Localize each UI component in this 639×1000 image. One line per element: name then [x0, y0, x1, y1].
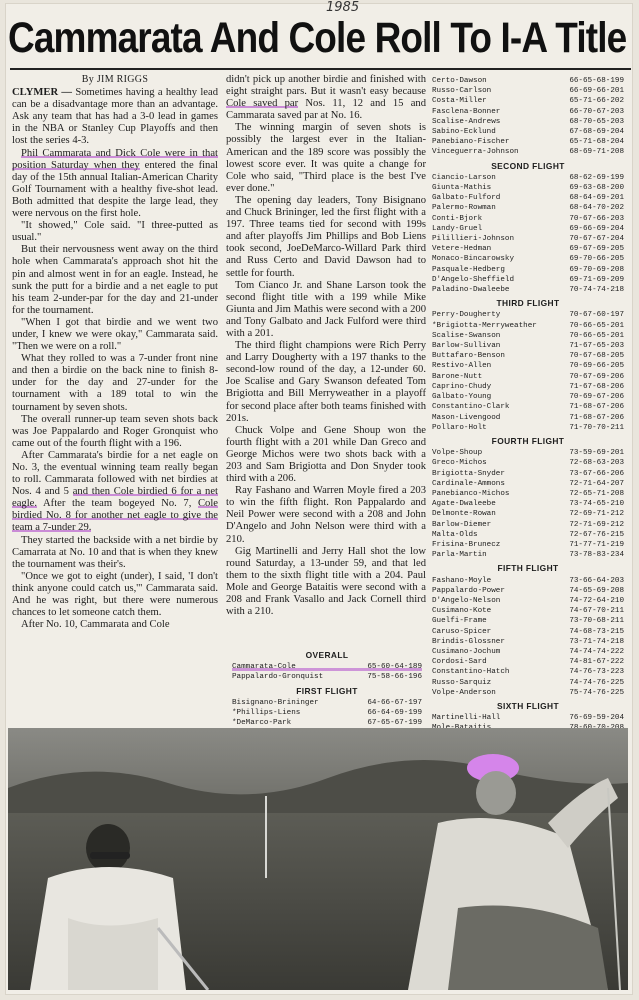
flight-heading: THIRD FLIGHT: [496, 298, 560, 309]
team-score: 70-67-66-203: [569, 214, 624, 223]
paragraph-text: After Cammarata's birdie for a net eagle on No. 3, the eventual winning team really began to roll. Cammarata followed with net birdies at Nos. 4 and 5: [12, 449, 218, 498]
team-score: 72-69-71-212: [569, 510, 624, 519]
team-score: 70-69-66-205: [569, 362, 624, 371]
team-score: 72-71-64-207: [569, 479, 624, 488]
result-row: [432, 361, 624, 371]
result-row: [432, 214, 624, 224]
team-name: Buttafaro-Benson: [432, 352, 505, 361]
team-score: 71-67-68-206: [569, 382, 624, 391]
team-score: 68-69-71-208: [569, 148, 624, 157]
team-score: 72-65-71-208: [569, 489, 624, 498]
team-score: 69-71-69-209: [569, 275, 624, 284]
result-row: [432, 351, 624, 361]
team-score: 65-60-64-189: [367, 663, 422, 672]
team-score: 66-64-69-199: [367, 709, 422, 718]
result-row: [432, 275, 624, 285]
team-name: Cusimano-Kote: [432, 607, 492, 616]
team-score: 73-74-65-210: [569, 500, 624, 509]
team-name: Caprino-Chudy: [432, 382, 492, 391]
team-score: 70-69-67-206: [569, 393, 624, 402]
team-score: 71-68-67-206: [569, 403, 624, 412]
team-name: Galbato-Young: [432, 393, 492, 402]
team-name: Conti-Bjork: [432, 214, 483, 223]
team-name: Certo-Dawson: [432, 77, 487, 85]
team-name: Pappalardo-Power: [432, 586, 505, 595]
team-name: Bisignano-Brininger: [232, 698, 319, 707]
paragraph: The third flight champions were Rich Perry and Larry Dougherty with a 197 thanks to the second-low round of the day, a 12-under 60. Joe Scalise and Gary Swanson defeated Tom Brigiotta and Bill Merryweather in a playoff for second place after both teams finished with 201s.: [226, 340, 426, 424]
result-row: [432, 499, 624, 509]
team-name: Galbato-Fulford: [432, 194, 501, 203]
team-name: Greco-Michos: [432, 459, 487, 468]
team-score: 68-70-65-203: [569, 117, 624, 126]
result-row: [432, 423, 624, 433]
article-column-1: [12, 74, 218, 631]
paragraph-text: entered the final day of the 15th annual Italian-American Charity Golf Tournament with a healthy five-shot lead. Both admitted that despite the large lead, they were nervous on the first hole.: [12, 159, 218, 220]
team-score: 73-67-66-206: [569, 469, 624, 478]
team-name: Paladino-Dwaleebe: [432, 286, 510, 295]
highlighted-text: Cole saved par: [226, 98, 299, 110]
paragraph: The overall runner-up team seven shots back was Joe Pappalardo and Roger Gronquist who came out of the fourth flight with a 196.: [12, 413, 218, 449]
team-score: 75-58-66-196: [367, 673, 422, 682]
team-score: 74-74-76-225: [569, 678, 624, 687]
result-row: [432, 479, 624, 489]
team-score: 70-66-65-201: [569, 331, 624, 340]
result-row: [432, 647, 624, 657]
result-row: [432, 540, 624, 550]
team-name: *Phillips-Liens: [232, 709, 301, 718]
team-name: Fasclena-Bonner: [432, 107, 501, 116]
team-score: 74-76-73-223: [569, 668, 624, 677]
team-name: Barlow-Sullivan: [432, 342, 501, 351]
golf-photo: [8, 728, 628, 990]
result-row: [432, 489, 624, 499]
result-row: [432, 596, 624, 606]
team-score: 73-70-68-211: [569, 617, 624, 626]
flight-heading: FIFTH FLIGHT: [497, 563, 559, 574]
team-name: Vetere-Hedman: [432, 245, 492, 254]
team-name: Scalise-Andrews: [432, 117, 501, 126]
team-score: 69-67-69-205: [569, 245, 624, 254]
result-row: [232, 708, 422, 718]
result-row: [432, 107, 624, 117]
article-column-2: [226, 74, 426, 618]
paragraph-text: Nos. 11, 12 and 15 and Cammarata saved par at No. 16.: [226, 98, 426, 122]
team-score: 75-74-76-225: [569, 688, 624, 697]
result-row: [432, 688, 624, 698]
result-row: [432, 331, 624, 341]
result-row: [432, 509, 624, 519]
paragraph: [12, 450, 218, 535]
team-score: 76-69-59-204: [569, 714, 624, 723]
team-name: Frisina-Brunecz: [432, 540, 501, 549]
team-name: Ciancio-Larson: [432, 173, 496, 182]
paragraph: Chuck Volpe and Gene Shoup won the fourth flight with a 201 while Dan Greco and George Michos were two shots back with a 203 and Sam Brigiotta and Don Snyder took third with a 206.: [226, 424, 426, 485]
result-row: [432, 310, 624, 320]
team-score: 66-70-67-203: [569, 107, 624, 116]
result-row: [432, 448, 624, 458]
team-name: Cordosi-Sard: [432, 658, 487, 667]
team-score: 74-68-73-215: [569, 627, 624, 636]
paragraph: "Once we got to eight (under), I said, 'I don't think anyone could catch us,'" Cammarata said. And he was right, but there were numerous chances to let someone catch them.: [12, 570, 218, 619]
result-row: [232, 718, 422, 728]
team-name: Russo-Carlson: [432, 87, 492, 96]
team-name: D'Angelo-Sheffield: [432, 275, 515, 284]
headline: Cammarata And Cole Roll To I-A Title: [8, 14, 627, 62]
team-score: 74-74-74-222: [569, 647, 624, 656]
team-name: Pasquale-Hedberg: [432, 265, 505, 274]
headline-rule: [10, 68, 631, 70]
team-name: Constantino-Clark: [432, 403, 510, 412]
team-score: 73-78-83-234: [569, 551, 624, 560]
team-name: Constantino-Hatch: [432, 668, 510, 677]
paragraph: "When I got that birdie and we went two under, I knew we were okay," Cammarata said. "Then we were on a roll.": [12, 316, 218, 353]
result-row: [232, 672, 422, 682]
team-name: Panebiano-Fischer: [432, 138, 510, 147]
result-row: [432, 392, 624, 402]
team-name: Parla-Martin: [432, 551, 487, 560]
result-list: [232, 698, 422, 729]
team-name: Monaco-Bincarowsky: [432, 255, 515, 264]
dateline: CLYMER —: [12, 87, 76, 99]
result-row: [432, 606, 624, 616]
result-row: [432, 586, 624, 596]
result-row: [232, 662, 422, 672]
team-score: 69-63-68-200: [569, 184, 624, 193]
team-name: Delmonte-Rowan: [432, 510, 496, 519]
team-score: 69-70-69-208: [569, 265, 624, 274]
team-name: Brigiotta-Snyder: [432, 469, 505, 478]
team-score: 66-69-66-201: [569, 87, 624, 96]
paragraph: They started the backside with a net birdie by Camarrata at No. 10 and that is when they knew the tournament was their's.: [12, 534, 218, 570]
result-list: [432, 310, 624, 432]
result-row: [432, 627, 624, 637]
result-row: [432, 657, 624, 667]
result-row: [432, 203, 624, 213]
result-row: [432, 530, 624, 540]
team-score: 71-70-70-211: [569, 423, 624, 432]
result-row: [432, 224, 624, 234]
paragraph: The winning margin of seven shots is possibly the largest ever in the Italian-American and the 189 score was possibly the lowest score ever. It was quite a change for Cole who said, "Third place is the best I've ever done.": [226, 122, 426, 194]
team-name: D'Angelo-Nelson: [432, 596, 501, 605]
team-score: 67-65-67-199: [367, 719, 422, 728]
team-name: Volpe-Anderson: [432, 688, 496, 697]
paragraph: What they rolled to was a 7-under front nine and then a birdie on the back nine to finish 8-under for the day and 27-under for the tournament with a 189 total to win the tournament by seven shots.: [12, 353, 218, 413]
team-score: 74-72-64-210: [569, 596, 624, 605]
team-score: 71-67-65-203: [569, 342, 624, 351]
paragraph: Gig Martinelli and Jerry Hall shot the low round Saturday, a 13-under 59, and that led them to the sixth flight title with a 204. Paul Mole and George Bataitis were second with a 208 and Frank Vasallo and Jack Cornell third with a 210.: [226, 545, 426, 618]
flight-heading: OVERALL: [305, 650, 349, 660]
team-name: Agate-Dwaleebe: [432, 500, 496, 509]
result-row: [432, 576, 624, 586]
result-row: [432, 616, 624, 626]
team-name: Scalise-Swanson: [432, 331, 501, 340]
team-name: Landy-Gruel: [432, 224, 483, 233]
team-score: 72-71-69-212: [569, 520, 624, 529]
result-row: [432, 341, 624, 351]
paragraph: Ray Fashano and Warren Moyle fired a 203 to win the fifth flight. Ron Pappalardo and Neil Power were second with a 208 and John D'Angelo and John Nelson were third with a 210.: [226, 485, 426, 545]
team-score: 68-64-70-202: [569, 204, 624, 213]
team-score: 68-64-69-201: [569, 194, 624, 203]
team-name: Pappalardo-Gronquist: [232, 673, 324, 682]
team-name: Barlow-Diemer: [432, 520, 492, 529]
team-name: Russo-Sarquiz: [432, 678, 492, 687]
result-row: [432, 678, 624, 688]
team-name: Giunta-Mathis: [432, 184, 492, 193]
paragraph: [226, 74, 426, 122]
team-score: 65-71-66-202: [569, 97, 624, 106]
team-name: Restivo-Allen: [432, 362, 492, 371]
paragraph: [12, 148, 218, 221]
team-name: Martinelli-Hall: [432, 714, 501, 723]
team-name: Pollaro-Holt: [432, 423, 487, 432]
team-score: 69-70-66-205: [569, 255, 624, 264]
results-overall-first: [232, 647, 422, 728]
team-name: Mason-Livengood: [432, 413, 501, 422]
result-row: [432, 244, 624, 254]
result-list: [432, 448, 624, 560]
team-score: 70-67-68-205: [569, 352, 624, 361]
flight-heading: FIRST FLIGHT: [296, 685, 358, 696]
result-row: [432, 382, 624, 392]
result-row: [432, 550, 624, 560]
team-name: Vinceguerra-Johnson: [432, 148, 519, 157]
paragraph: [12, 87, 218, 147]
team-name: Cardinale-Ammons: [432, 479, 505, 488]
result-row: [232, 698, 422, 708]
paragraph-text: After the team bogeyed No. 7,: [37, 498, 198, 510]
team-score: 67-68-69-204: [569, 128, 624, 137]
paragraph: Tom Cianco Jr. and Shane Larson took the second flight title with a 199 while Mike Giunta and Jim Mathis were second with a 200 and Tony Galbato and Jack Fulford were third with a 201.: [226, 279, 426, 339]
result-row: [432, 173, 624, 183]
paragraph: "It showed," Cole said. "I three-putted as usual.": [12, 220, 218, 244]
team-score: 66-65-68-199: [569, 77, 624, 85]
result-row: [432, 147, 624, 157]
result-row: [432, 265, 624, 275]
team-name: Barone-Nutt: [432, 372, 483, 381]
team-score: 72-67-76-215: [569, 530, 624, 539]
paragraph: The opening day leaders, Tony Bisignano and Chuck Brininger, led the first flight with a 197. Three teams tied for second with 199s and after playoffs Jim Phillips and Bob Liens took second, JoeDeMarco-Willard Park third and Russ Certo and David Dawson had to settle for fourth.: [226, 194, 426, 279]
team-score: 73-71-74-218: [569, 637, 624, 646]
paragraph: After No. 10, Cammarata and Cole: [21, 619, 170, 631]
team-name: Perry-Dougherty: [432, 311, 501, 320]
result-row: [432, 285, 624, 295]
result-list: [432, 173, 624, 295]
team-name: Costa-Miller: [432, 97, 487, 106]
team-name: Volpe-Shoup: [432, 449, 483, 458]
flight-heading: SIXTH FLIGHT: [496, 700, 560, 711]
result-row: [432, 321, 624, 331]
result-row: [432, 413, 624, 423]
team-score: 71-77-71-219: [569, 540, 624, 549]
team-score: 74-65-69-208: [569, 586, 624, 595]
team-name: Pilillieri-Johnson: [432, 235, 515, 244]
result-list: [432, 576, 624, 698]
team-name: Guelfi-Frame: [432, 617, 487, 626]
team-score: 69-66-69-204: [569, 224, 624, 233]
team-name: Cusimano-Jochum: [432, 647, 501, 656]
team-name: Cammarata-Cole: [232, 663, 296, 672]
result-row: [432, 254, 624, 264]
result-row: [432, 402, 624, 412]
flight-heading: SECOND FLIGHT: [491, 160, 565, 171]
handwritten-year: 1985: [326, 0, 360, 15]
photo-illustration: [8, 728, 628, 990]
byline: By JIM RIGGS: [81, 74, 149, 85]
paragraph: But their nervousness went away on the third hole when Cammarata's approach shot hit the pin and almost went in for an eagle. Instead, he sunk the putt for a birdie and a net eagle to put his team 2-under-par for the day and 21-under for the tournament.: [12, 244, 218, 316]
team-name: Caruso-Spicer: [432, 627, 492, 636]
result-row: [432, 637, 624, 647]
result-row: [432, 96, 624, 106]
team-score: 74-81-67-222: [569, 658, 624, 667]
result-row: [432, 469, 624, 479]
result-row: [432, 86, 624, 96]
team-name: Palermo-Rowman: [432, 204, 496, 213]
result-row: [432, 713, 624, 723]
result-row: [432, 76, 624, 86]
result-row: [432, 372, 624, 382]
result-row: [432, 458, 624, 468]
result-row: [432, 183, 624, 193]
team-score: 73-66-64-203: [569, 576, 624, 585]
result-row: [432, 127, 624, 137]
team-name: Malta-Olds: [432, 530, 478, 539]
result-row: [432, 117, 624, 127]
team-score: 74-67-70-211: [569, 607, 624, 616]
team-score: 72-68-63-203: [569, 459, 624, 468]
paragraph-text: didn't pick up another birdie and finished with eight straight pars. But it wasn't easy because: [226, 74, 426, 98]
result-row: [432, 137, 624, 147]
result-row: [432, 193, 624, 203]
team-name: *DeMarco-Park: [232, 719, 292, 728]
highlighted-text: Cole birdied No. 8 for another net eagle to give the team a 7-under 29.: [12, 498, 218, 534]
team-name: Panebianco-Michos: [432, 489, 510, 498]
team-name: *Brigiotta-Merryweather: [432, 321, 537, 330]
team-score: 68-62-69-199: [569, 173, 624, 182]
team-name: Sabino-Ecklund: [432, 128, 496, 137]
paragraph-text: Sometimes having a healthy lead can be a disadvantage more than an advantage. Ask any team that has had a 3-0 lead in games in the NBA or Stanley Cup Playoffs and then lost the series 4-3.: [12, 87, 218, 147]
highlighted-text: Phil Cammarata and Dick Cole were in that position Saturday when they: [12, 147, 218, 171]
team-score: 70-67-60-197: [569, 311, 624, 320]
flight-heading: FOURTH FLIGHT: [491, 435, 565, 446]
result-row: [432, 234, 624, 244]
team-score: 64-66-67-197: [367, 698, 422, 707]
team-score: 70-74-74-218: [569, 286, 624, 295]
team-score: 70-66-65-201: [569, 321, 624, 330]
result-list: [432, 76, 624, 158]
team-score: 70-67-67-204: [569, 235, 624, 244]
team-score: 71-68-67-206: [569, 413, 624, 422]
team-name: Brindis-Glossner: [432, 637, 505, 646]
team-score: 65-71-68-204: [569, 138, 624, 147]
team-score: 73-59-69-201: [569, 449, 624, 458]
result-row: [432, 520, 624, 530]
team-name: Fashano-Moyle: [432, 576, 492, 585]
team-score: 70-67-69-206: [569, 372, 624, 381]
highlighted-text: and then Cole birdied 6 for a net eagle.: [12, 486, 218, 510]
result-row: [432, 667, 624, 677]
